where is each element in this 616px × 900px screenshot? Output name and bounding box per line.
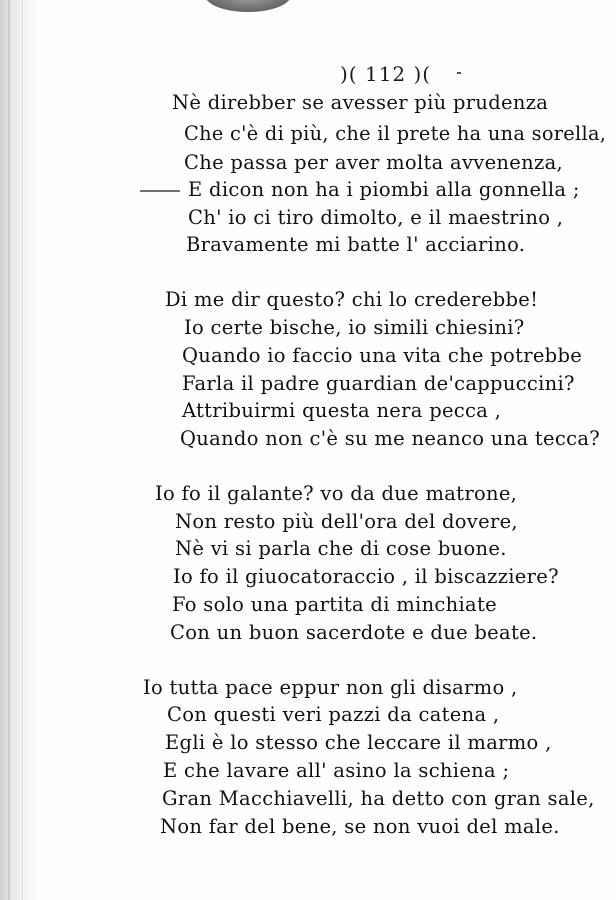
- verse-line: Io fo il giuocatoraccio , il biscazziere?: [173, 565, 559, 588]
- verse-line: Di me dir questo? chi lo crederebbe!: [165, 288, 539, 311]
- binding-stain: [205, 0, 291, 12]
- verse-line: Io certe bische, io simili chiesini?: [184, 316, 525, 339]
- verse-line: Bravamente mi batte l' acciarino.: [186, 233, 526, 256]
- verse-line: Che c'è di più, che il prete ha una sorella,: [184, 122, 607, 145]
- ink-speck: [457, 72, 461, 74]
- verse-line: Nè vi si parla che di cose buone.: [175, 537, 507, 560]
- verse-line: Non far del bene, se non vuoi del male.: [160, 815, 560, 838]
- verse-line: Fo solo una partita di minchiate: [172, 593, 497, 616]
- verse-line: Io tutta pace eppur non gli disarmo ,: [143, 676, 518, 699]
- verse-line: E dicon non ha i piombi alla gonnella ;: [188, 178, 580, 201]
- margin-mark: [140, 190, 180, 192]
- verse-line: Quando io faccio una vita che potrebbe: [182, 344, 583, 367]
- verse-line: Attribuirmi questa nera pecca ,: [182, 399, 502, 422]
- gutter-edge: [22, 0, 23, 900]
- verse-line: Nè direbber se avesser più prudenza: [172, 91, 549, 114]
- verse-line: Non resto più dell'ora del dovere,: [175, 510, 518, 533]
- page-number-header: )( 112 )(: [340, 62, 432, 86]
- verse-line: Con questi veri pazzi da catena ,: [167, 703, 500, 726]
- gutter-edge: [8, 0, 10, 900]
- verse-line: Farla il padre guardian de'cappuccini?: [182, 372, 575, 395]
- verse-line: Egli è lo stesso che leccare il marmo ,: [165, 731, 552, 754]
- verse-line: E che lavare all' asino la schiena ;: [163, 759, 510, 782]
- verse-line: Con un buon sacerdote e due beate.: [170, 621, 538, 644]
- verse-line: Che passa per aver molta avvenenza,: [184, 151, 563, 174]
- verse-line: Io fo il galante? vo da due matrone,: [155, 482, 518, 505]
- verse-line: Gran Macchiavelli, ha detto con gran sale,: [162, 787, 595, 810]
- verse-line: Ch' io ci tiro dimolto, e il maestrino ,: [188, 206, 564, 229]
- verse-line: Quando non c'è su me neanco una tecca?: [180, 427, 601, 450]
